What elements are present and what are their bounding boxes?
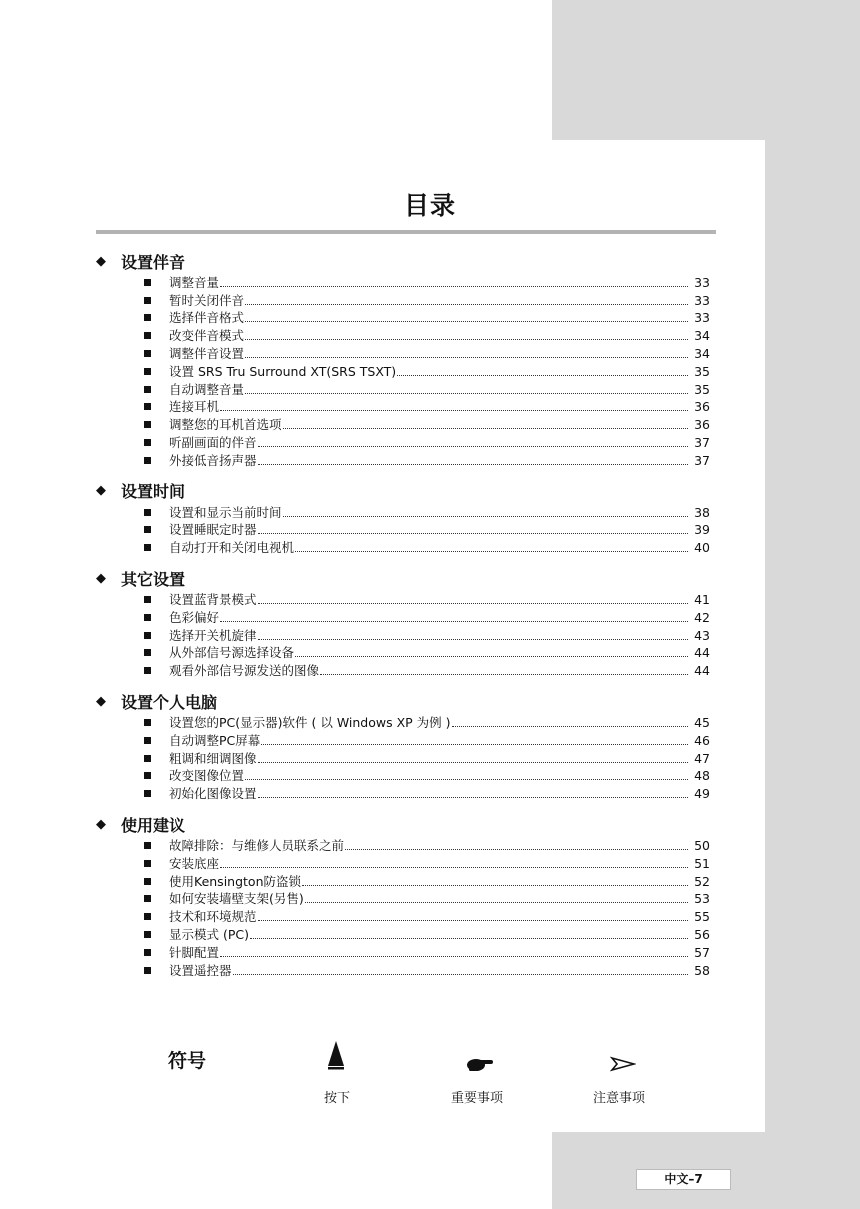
section-heading [96, 480, 716, 502]
entry-page-number: 42 [694, 609, 710, 625]
section-gap [96, 801, 716, 813]
section-heading [96, 567, 716, 589]
symbols-heading: 符号 [168, 1050, 207, 1072]
toc-section [96, 690, 716, 801]
entry-label: 听副画面的伴音 [169, 434, 257, 450]
toc-entry [96, 537, 716, 555]
entry-label: 观看外部信号源发送的图像 [169, 663, 320, 679]
entry-page-number: 36 [694, 399, 710, 415]
entry-label: 针脚配置 [169, 944, 220, 960]
arrowhead-icon [585, 1056, 660, 1076]
toc-entry [96, 414, 716, 432]
dot-leader [233, 974, 688, 975]
square-bullet-icon [144, 895, 151, 902]
entry-label: 使用Kensington防盗锁 [169, 873, 302, 889]
square-bullet-icon [144, 719, 151, 726]
entry-label: 外接低音扬声器 [169, 452, 257, 468]
entry-label: 自动打开和关闭电视机 [169, 540, 295, 556]
entry-page-number: 37 [694, 434, 710, 450]
dot-leader [258, 762, 688, 763]
toc-entry [96, 660, 716, 678]
entry-page-number: 44 [694, 645, 710, 661]
dot-leader [345, 849, 688, 850]
section-heading-text: 使用建议 [121, 815, 186, 835]
toc-entry [96, 343, 716, 361]
square-bullet-icon [144, 967, 151, 974]
entry-label: 调整伴音设置 [169, 345, 245, 361]
entry-label: 粗调和细调图像 [169, 750, 257, 766]
dot-leader [245, 393, 688, 394]
press-caption: 按下 [324, 1091, 351, 1106]
square-bullet-icon [144, 279, 151, 286]
dot-leader [397, 375, 688, 376]
square-bullet-icon [144, 755, 151, 762]
entry-label: 选择伴音格式 [169, 310, 245, 326]
toc-entry [96, 924, 716, 942]
square-bullet-icon [144, 403, 151, 410]
entry-page-number: 34 [694, 345, 710, 361]
entry-label: 选择开关机旋律 [169, 627, 257, 643]
toc-section [96, 480, 716, 555]
entry-page-number: 33 [694, 274, 710, 290]
square-bullet-icon [144, 526, 151, 533]
toc-entry [96, 783, 716, 801]
toc-entry [96, 730, 716, 748]
entry-page-number: 40 [694, 540, 710, 556]
toc-entry [96, 589, 716, 607]
toc-entry [96, 272, 716, 290]
diamond-icon: ◆ [96, 816, 106, 832]
dot-leader [320, 674, 688, 675]
toc-entry [96, 748, 716, 766]
diamond-icon: ◆ [96, 253, 106, 269]
entry-label: 设置您的PC(显示器)软件 ( 以 Windows XP 为例 ) [169, 714, 451, 730]
dot-leader [452, 726, 688, 727]
dot-leader [245, 321, 688, 322]
entry-label: 调整您的耳机首选项 [169, 417, 282, 433]
entry-label: 设置睡眠定时器 [169, 522, 257, 538]
dot-leader [283, 428, 688, 429]
entry-label: 改变图像位置 [169, 768, 245, 784]
dot-leader [258, 603, 688, 604]
entry-label: 自动调整PC屏幕 [169, 732, 261, 748]
entry-label: 设置和显示当前时间 [169, 504, 282, 520]
toc-entry [96, 889, 716, 907]
section-gap [96, 468, 716, 480]
entry-page-number: 36 [694, 417, 710, 433]
dot-leader [258, 920, 688, 921]
dot-leader [305, 902, 688, 903]
square-bullet-icon [144, 544, 151, 551]
entry-page-number: 37 [694, 452, 710, 468]
entry-page-number: 34 [694, 328, 710, 344]
toc-entry [96, 942, 716, 960]
dot-leader [220, 867, 688, 868]
toc-entry [96, 871, 716, 889]
entry-page-number: 55 [694, 909, 710, 925]
dot-leader [245, 304, 688, 305]
entry-page-number: 49 [694, 786, 710, 802]
entry-label: 从外部信号源选择设备 [169, 645, 295, 661]
diamond-icon: ◆ [96, 693, 106, 709]
square-bullet-icon [144, 386, 151, 393]
dot-leader [258, 797, 688, 798]
square-bullet-icon [144, 878, 151, 885]
important-caption: 重要事项 [451, 1091, 504, 1106]
square-bullet-icon [144, 314, 151, 321]
section-gap [96, 555, 716, 567]
entry-page-number: 58 [694, 962, 710, 978]
entry-page-number: 43 [694, 627, 710, 643]
toc-section [96, 567, 716, 678]
entry-label: 安装底座 [169, 855, 220, 871]
square-bullet-icon [144, 649, 151, 656]
entry-label: 初始化图像设置 [169, 786, 257, 802]
square-bullet-icon [144, 596, 151, 603]
note-caption: 注意事项 [593, 1091, 646, 1106]
entry-label: 设置遥控器 [169, 962, 232, 978]
entry-label: 自动调整音量 [169, 381, 245, 397]
entry-page-number: 53 [694, 891, 710, 907]
dot-leader [250, 938, 688, 939]
dot-leader [245, 339, 688, 340]
entry-label: 调整音量 [169, 274, 220, 290]
square-bullet-icon [144, 297, 151, 304]
square-bullet-icon [144, 368, 151, 375]
section-heading [96, 690, 716, 712]
square-bullet-icon [144, 913, 151, 920]
entry-page-number: 35 [694, 363, 710, 379]
dot-leader [258, 533, 688, 534]
page-title: 目录 [403, 191, 456, 220]
toc-entry [96, 450, 716, 468]
entry-label: 故障排除：与维修人员联系之前 [169, 837, 345, 853]
dot-leader [258, 464, 688, 465]
square-bullet-icon [144, 949, 151, 956]
entry-page-number: 52 [694, 873, 710, 889]
dot-leader [220, 956, 688, 957]
entry-page-number: 46 [694, 732, 710, 748]
square-bullet-icon [144, 860, 151, 867]
entry-page-number: 39 [694, 522, 710, 538]
toc-entry [96, 712, 716, 730]
entry-label: 连接耳机 [169, 399, 220, 415]
entry-label: 设置蓝背景模式 [169, 591, 257, 607]
square-bullet-icon [144, 632, 151, 639]
dot-leader [220, 410, 688, 411]
entry-page-number: 33 [694, 310, 710, 326]
dot-leader [245, 357, 688, 358]
toc-entry [96, 607, 716, 625]
dot-leader [283, 516, 688, 517]
entry-page-number: 50 [694, 837, 710, 853]
diamond-icon: ◆ [96, 570, 106, 586]
table-of-contents [96, 250, 716, 978]
toc-entry [96, 432, 716, 450]
entry-page-number: 38 [694, 504, 710, 520]
section-gap [96, 678, 716, 690]
toc-entry [96, 960, 716, 978]
gray-corner-top [552, 0, 860, 140]
toc-entry [96, 835, 716, 853]
square-bullet-icon [144, 842, 151, 849]
toc-entry [96, 308, 716, 326]
square-bullet-icon [144, 790, 151, 797]
toc-entry [96, 502, 716, 520]
section-heading [96, 813, 716, 835]
entry-label: 暂时关闭伴音 [169, 292, 245, 308]
dot-leader [258, 639, 688, 640]
toc-entry [96, 625, 716, 643]
entry-label: 显示模式 (PC) [169, 926, 249, 942]
square-bullet-icon [144, 421, 151, 428]
dot-leader [220, 286, 688, 287]
dot-leader [220, 621, 688, 622]
diamond-icon: ◆ [96, 483, 106, 499]
square-bullet-icon [144, 457, 151, 464]
entry-page-number: 44 [694, 663, 710, 679]
press-icon [316, 1040, 356, 1074]
toc-entry [96, 643, 716, 661]
entry-page-number: 56 [694, 926, 710, 942]
entry-page-number: 33 [694, 292, 710, 308]
gray-margin-right [765, 140, 860, 1132]
entry-label: 改变伴音模式 [169, 328, 245, 344]
square-bullet-icon [144, 350, 151, 357]
section-heading-text: 设置时间 [121, 482, 186, 502]
square-bullet-icon [144, 772, 151, 779]
square-bullet-icon [144, 667, 151, 674]
square-bullet-icon [144, 737, 151, 744]
dot-leader [295, 551, 688, 552]
section-heading [96, 250, 716, 272]
dot-leader [258, 446, 688, 447]
dot-leader [295, 656, 688, 657]
entry-page-number: 45 [694, 714, 710, 730]
dot-leader [245, 779, 688, 780]
square-bullet-icon [144, 509, 151, 516]
entry-page-number: 41 [694, 591, 710, 607]
entry-page-number: 48 [694, 768, 710, 784]
toc-entry [96, 520, 716, 538]
entry-page-number: 51 [694, 855, 710, 871]
toc-section [96, 813, 716, 977]
toc-entry [96, 290, 716, 308]
square-bullet-icon [144, 931, 151, 938]
square-bullet-icon [144, 332, 151, 339]
section-heading-text: 其它设置 [121, 569, 186, 589]
entry-label: 设置 SRS Tru Surround XT(SRS TSXT) [169, 363, 397, 379]
entry-page-number: 47 [694, 750, 710, 766]
dot-leader [302, 885, 688, 886]
entry-label: 如何安装墙壁支架(另售) [169, 891, 304, 907]
square-bullet-icon [144, 614, 151, 621]
page-number: 中文–7 [636, 1169, 731, 1190]
entry-label: 色彩偏好 [169, 609, 220, 625]
entry-page-number: 35 [694, 381, 710, 397]
toc-entry [96, 397, 716, 415]
toc-entry [96, 766, 716, 784]
entry-page-number: 57 [694, 944, 710, 960]
square-bullet-icon [144, 439, 151, 446]
toc-entry [96, 325, 716, 343]
toc-entry [96, 853, 716, 871]
entry-label: 技术和环境规范 [169, 909, 257, 925]
section-heading-text: 设置个人电脑 [121, 692, 218, 712]
toc-entry [96, 379, 716, 397]
dot-leader [261, 744, 688, 745]
title-divider [96, 230, 716, 234]
toc-entry [96, 906, 716, 924]
toc-entry [96, 361, 716, 379]
toc-section [96, 250, 716, 468]
pointing-hand-icon [440, 1056, 520, 1076]
section-heading-text: 设置伴音 [121, 252, 186, 272]
